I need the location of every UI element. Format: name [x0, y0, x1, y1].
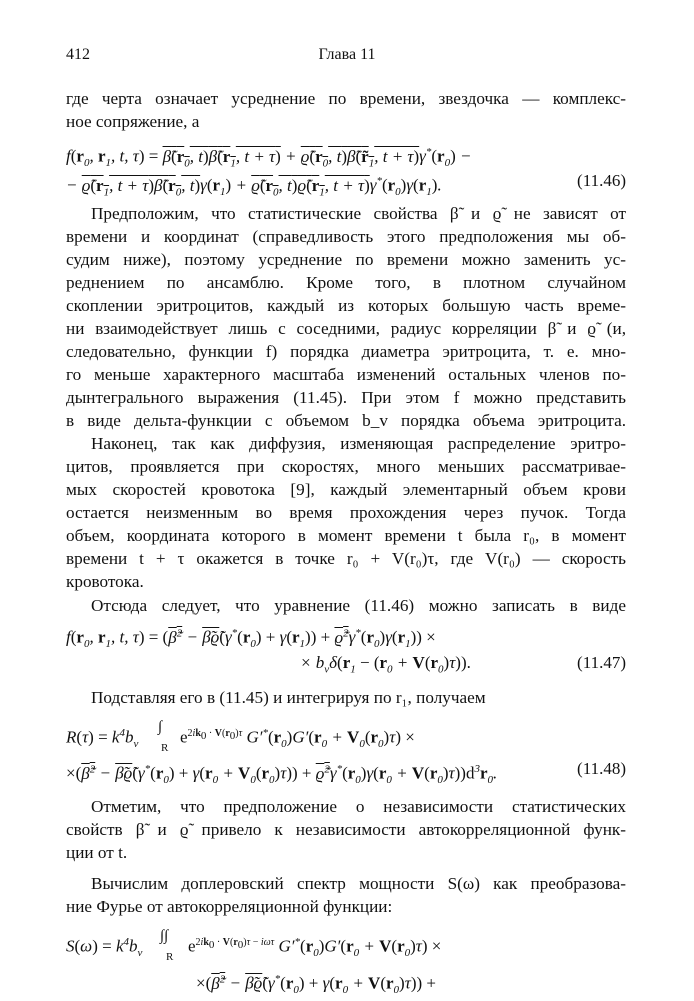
text-line: времени t + τ окажется в точке r₀ + V(r₀)τ, где V(r₀) — скорость — [66, 549, 626, 568]
text-line: ние Фурье от автокорреляционной функции: — [66, 897, 393, 916]
equation-11-47-line1: $f(r_0$, $r_1$, t, τ) = (β̃$^2$ − $\betãϱ̃(\gamma^*(r_0) + \gamma(r_1))$ + $ϱ̃^2\gamma^*(r_0)\gamma(r_1)$) × — [66, 627, 436, 651]
equation-11-47-line2: × $b_v\delta(r_1 - (r_0 + V(r_0)\tau))$. — [300, 653, 471, 676]
equation-number: (11.48) — [577, 759, 626, 778]
text-line: следовательно, функции f) порядка диаметра эритроцита, т. е. мно- — [66, 342, 626, 361]
text-line: цитов, проявляется при скоростях, много меньших рассматривае- — [66, 457, 626, 476]
equation-number: (11.46) — [577, 171, 626, 190]
text-line: объем, координата которого в момент времени t была r₀, в момент — [66, 526, 626, 545]
text-line: мых скоростей кровотока [9], каждый элементарный объем крови — [66, 480, 626, 499]
text-line: кровотока. — [66, 572, 144, 591]
text-line: ное сопряжение, а — [66, 112, 200, 131]
text-line: го меньше характерного масштаба изменений остальных членов по- — [66, 365, 626, 384]
text-line: дынтегрального выражения (11.45). При этом f можно представить — [66, 388, 626, 407]
equation-11-48-line1b: $e^{2ik_0 \cdot V(r_0)\tau}$ $G'^*(r_0)G'(r_0 + V_0(r_0)\tau)$ × — [180, 727, 415, 751]
equation-number: (11.47) — [577, 653, 626, 672]
equation-11-48-line1: $R(\tau) = k^4b_v$ — [66, 727, 139, 751]
equation-spectrum-line2: ×(β̃$^2$ − $\betãϱ̃(\gamma^*(r_0) + \gamma(r_0 + V(r_0)\tau))$ + — [196, 973, 436, 997]
text-line: где черта означает усреднение по времени, звездочка — комплекс- — [66, 89, 626, 108]
equation-11-46-line2: − $ϱ̃(r_1$, $t + \tau)\betã(r_0$, $t)\gamma(r_1)$ + $ϱ̃(r_0$, $t)ϱ̃(r_1$, $t + \tau)\gamma^*(r_0)\gamma(r_1)$. — [66, 175, 442, 199]
equation-spectrum-line1b: $e^{2ik_0 \cdot V(r_0)\tau - i\omega\tau}$ $G'^*(r_0)G'(r_0 + V(r_0)\tau)$ × — [188, 936, 442, 960]
text-line: Вычислим доплеровский спектр мощности S(ω) как преобразова- — [91, 874, 626, 893]
text-line: Подставляя его в (11.45) и интегрируя по r₁, получаем — [91, 688, 486, 707]
text-line: судим ниже), поэтому усреднение по времени можно заменить ус- — [66, 250, 626, 269]
text-line: времени и координат (справедливость этого предположения мы об- — [66, 227, 626, 246]
text-line: Предположим, что статистические свойства β̃ и ϱ̃ не зависят от — [91, 204, 626, 223]
text-line: Наконец, так как диффузия, изменяющая распределение эритро- — [91, 434, 626, 453]
text-line: в виде дельта-функции с объемом b_v порядка объема эритроцита. — [66, 411, 626, 430]
chapter-title: Глава 11 — [318, 46, 376, 63]
equation-11-46-line1: $f(r_0$, $r_1$, t, $\tau) = \betã(r_0$, $t)\betã(r_1$, $t + \tau) + ϱ̃(r_0$, $t)\betã(r̃_1$, $t + \tau)\gamma^*(r_0)$ − — [66, 146, 472, 170]
text-line: Отметим, что предположение о независимости статистических — [91, 797, 626, 816]
text-line: ции от t. — [66, 843, 128, 862]
double-integral-sign: ∫∫ — [160, 928, 169, 944]
text-line: остается неизменным во время прохождения через пучок. Тогда — [66, 503, 626, 522]
integral-domain: R — [161, 742, 169, 754]
equation-11-48-line2: ×(β̃$^2$ − $\betãϱ̃(\gamma^*(r_0) + \gamma(r_0 + V_0(r_0)\tau))$ + $ϱ̃^2\gamma^*(r_0)\gamma(r_0 + V(r_0)\tau))d^3r_0$. — [66, 763, 498, 787]
integral-sign: ∫ — [158, 719, 163, 735]
equation-spectrum-line1: $S(\omega) = k^4b_v$ — [66, 936, 143, 960]
text-line: ни взаимодействует лишь с соседними, радиус корреляции β̃ и ϱ̃ (и, — [66, 319, 626, 338]
integral-domain: R — [166, 951, 174, 963]
text-line: реднением по ансамблю. Кроме того, в плотном случайном — [66, 273, 626, 292]
text-line: скоплении эритроцитов, каждый из которых большую часть време- — [66, 296, 626, 315]
text-line: Отсюда следует, что уравнение (11.46) можно записать в виде — [91, 596, 626, 615]
page-number: 412 — [66, 46, 90, 63]
text-line: свойств β̃ и ϱ̃ привело к независимости автокорреляционной функ- — [66, 820, 626, 839]
